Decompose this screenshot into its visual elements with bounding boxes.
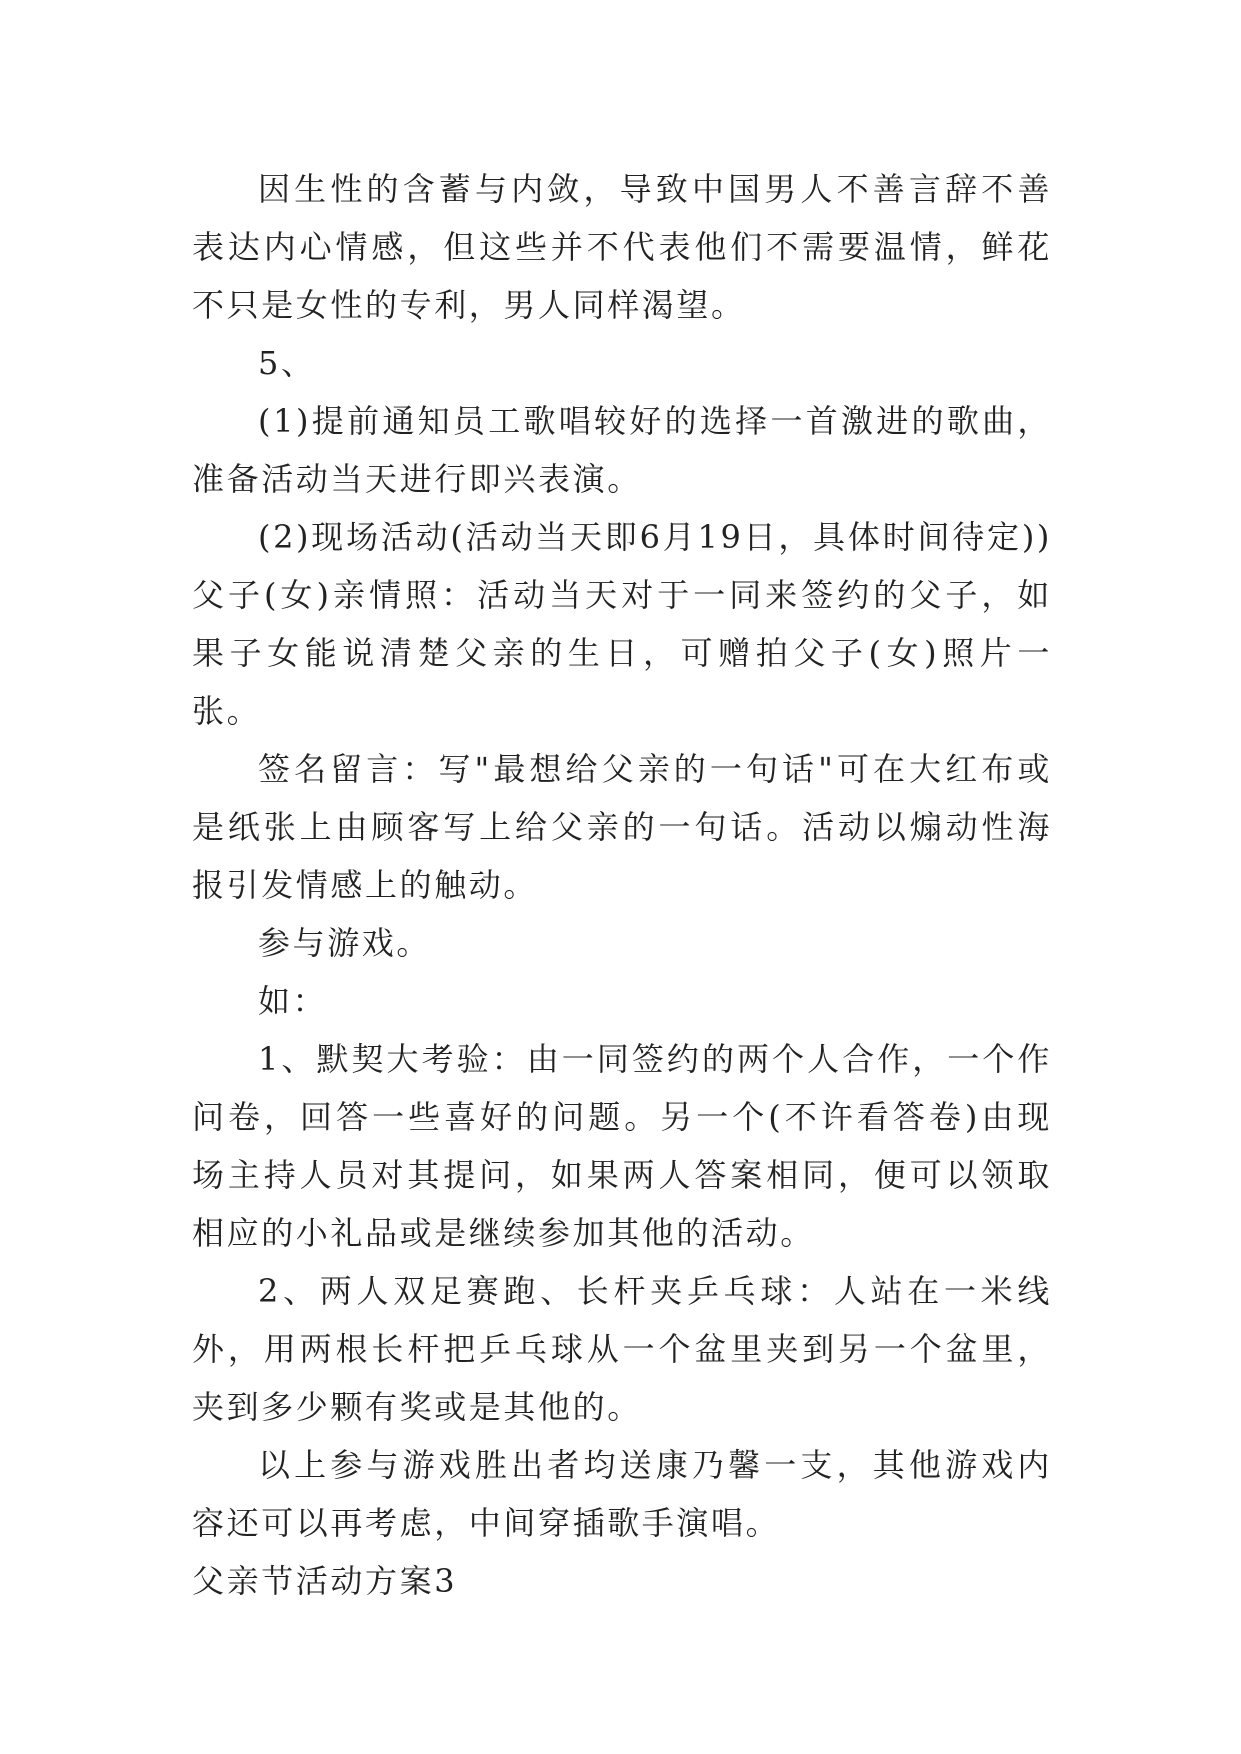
paragraph-intro: 因生性的含蓄与内敛，导致中国男人不善言辞不善表达内心情感，但这些并不代表他们不需要温情，鲜花不只是女性的专利，男人同样渴望。: [192, 170, 1052, 324]
paragraph-game-1: 1、默契大考验：由一同签约的两个人合作，一个作问卷，回答一些喜好的问题。另一个(不许看答卷)由现场主持人员对其提问，如果两人答案相同，便可以领取相应的小礼品或是继续参加其他的活动。: [192, 1040, 1052, 1252]
paragraph-prizes: 以上参与游戏胜出者均送康乃馨一支，其他游戏内容还可以再考虑，中间穿插歌手演唱。: [192, 1446, 1052, 1542]
paragraph-example: 如：: [258, 982, 328, 1020]
paragraph-games: 参与游戏。: [258, 924, 432, 962]
document-body: [192, 160, 1052, 1610]
paragraph-item-1: (1)提前通知员工歌唱较好的选择一首激进的歌曲，准备活动当天进行即兴表演。: [192, 402, 1052, 498]
paragraph-game-2: 2、两人双足赛跑、长杆夹乒乓球：人站在一米线外，用两根长杆把乒乓球从一个盆里夹到另一个盆里，夹到多少颗有奖或是其他的。: [192, 1272, 1052, 1426]
paragraph-section-5: 5、: [258, 344, 316, 382]
section-heading: 父亲节活动方案3: [192, 1562, 458, 1600]
paragraph-item-2: (2)现场活动(活动当天即6月19日，具体时间待定))父子(女)亲情照：活动当天对于一同来签约的父子，如果子女能说清楚父亲的生日，可赠拍父子(女)照片一张。: [192, 518, 1052, 730]
paragraph-signature-message: 签名留言：写"最想给父亲的一句话"可在大红布或是纸张上由顾客写上给父亲的一句话。活动以煽动性海报引发情感上的触动。: [192, 750, 1052, 904]
